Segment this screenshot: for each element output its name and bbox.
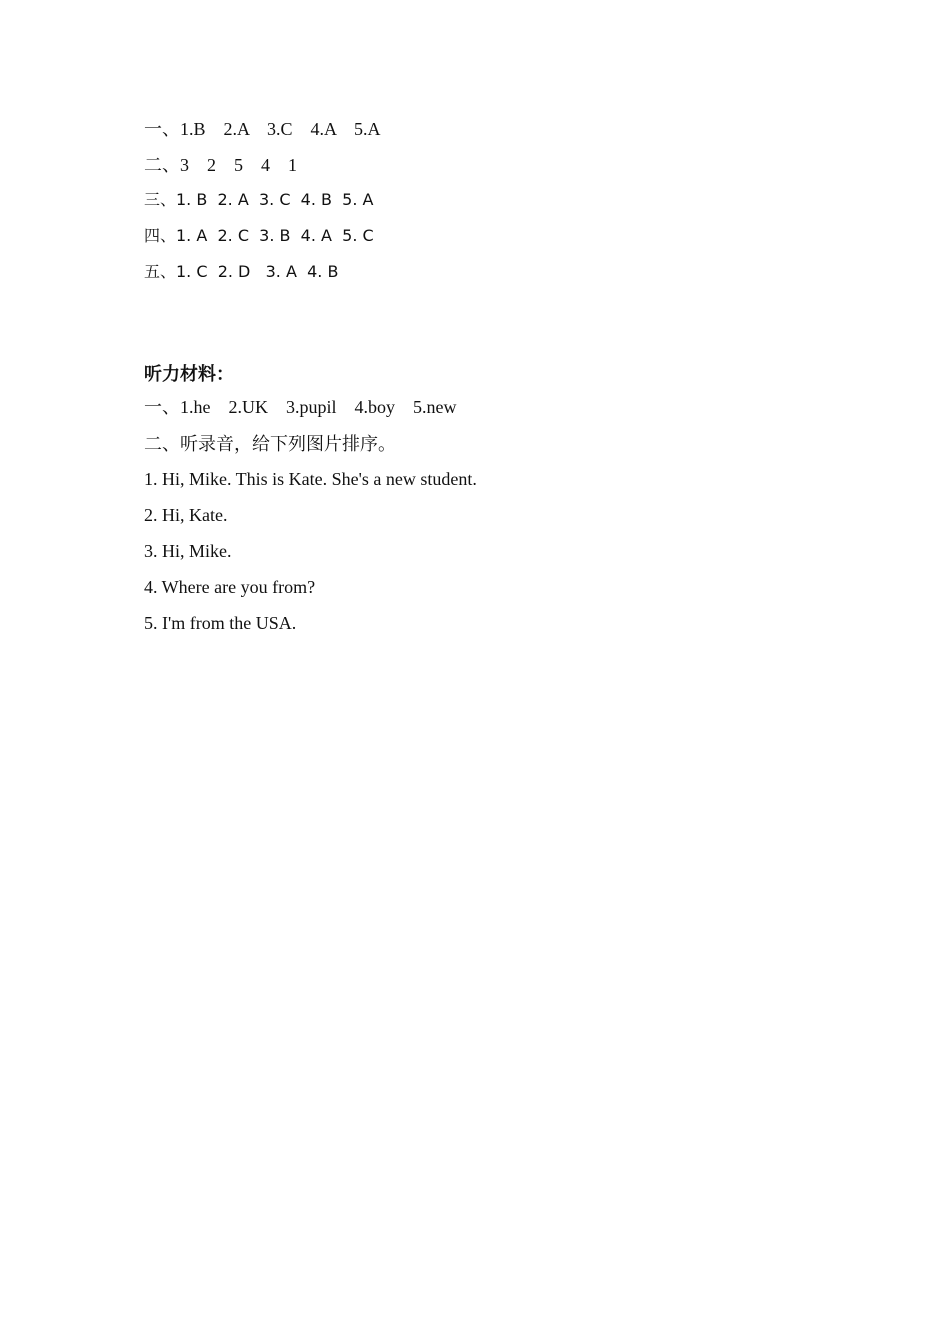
answer-line-3: 三、1. B 2. A 3. C 4. B 5. A: [144, 190, 374, 209]
listening-line-2: 2. Hi, Kate.: [144, 505, 228, 525]
listening-line-1: 1. Hi, Mike. This is Kate. She's a new student.: [144, 469, 477, 489]
listening-heading: 听力材料：: [144, 364, 234, 384]
listening-line-3: 3. Hi, Mike.: [144, 541, 232, 561]
answer-line-4: 四、1. A 2. C 3. B 4. A 5. C: [144, 226, 374, 245]
listening-part2-title: 二、听录音，给下列图片排序。: [144, 434, 396, 454]
listening-line-5: 5. I'm from the USA.: [144, 613, 297, 633]
listening-part1: 一、1.he 2.UK 3.pupil 4.boy 5.new: [144, 397, 457, 417]
answer-line-1: 一、1.B 2.A 3.C 4.A 5.A: [144, 119, 381, 139]
answer-line-2: 二、3 2 5 4 1: [144, 155, 297, 175]
listening-line-4: 4. Where are you from?: [144, 577, 316, 597]
answer-line-5: 五、1. C 2. D 3. A 4. B: [144, 262, 339, 281]
